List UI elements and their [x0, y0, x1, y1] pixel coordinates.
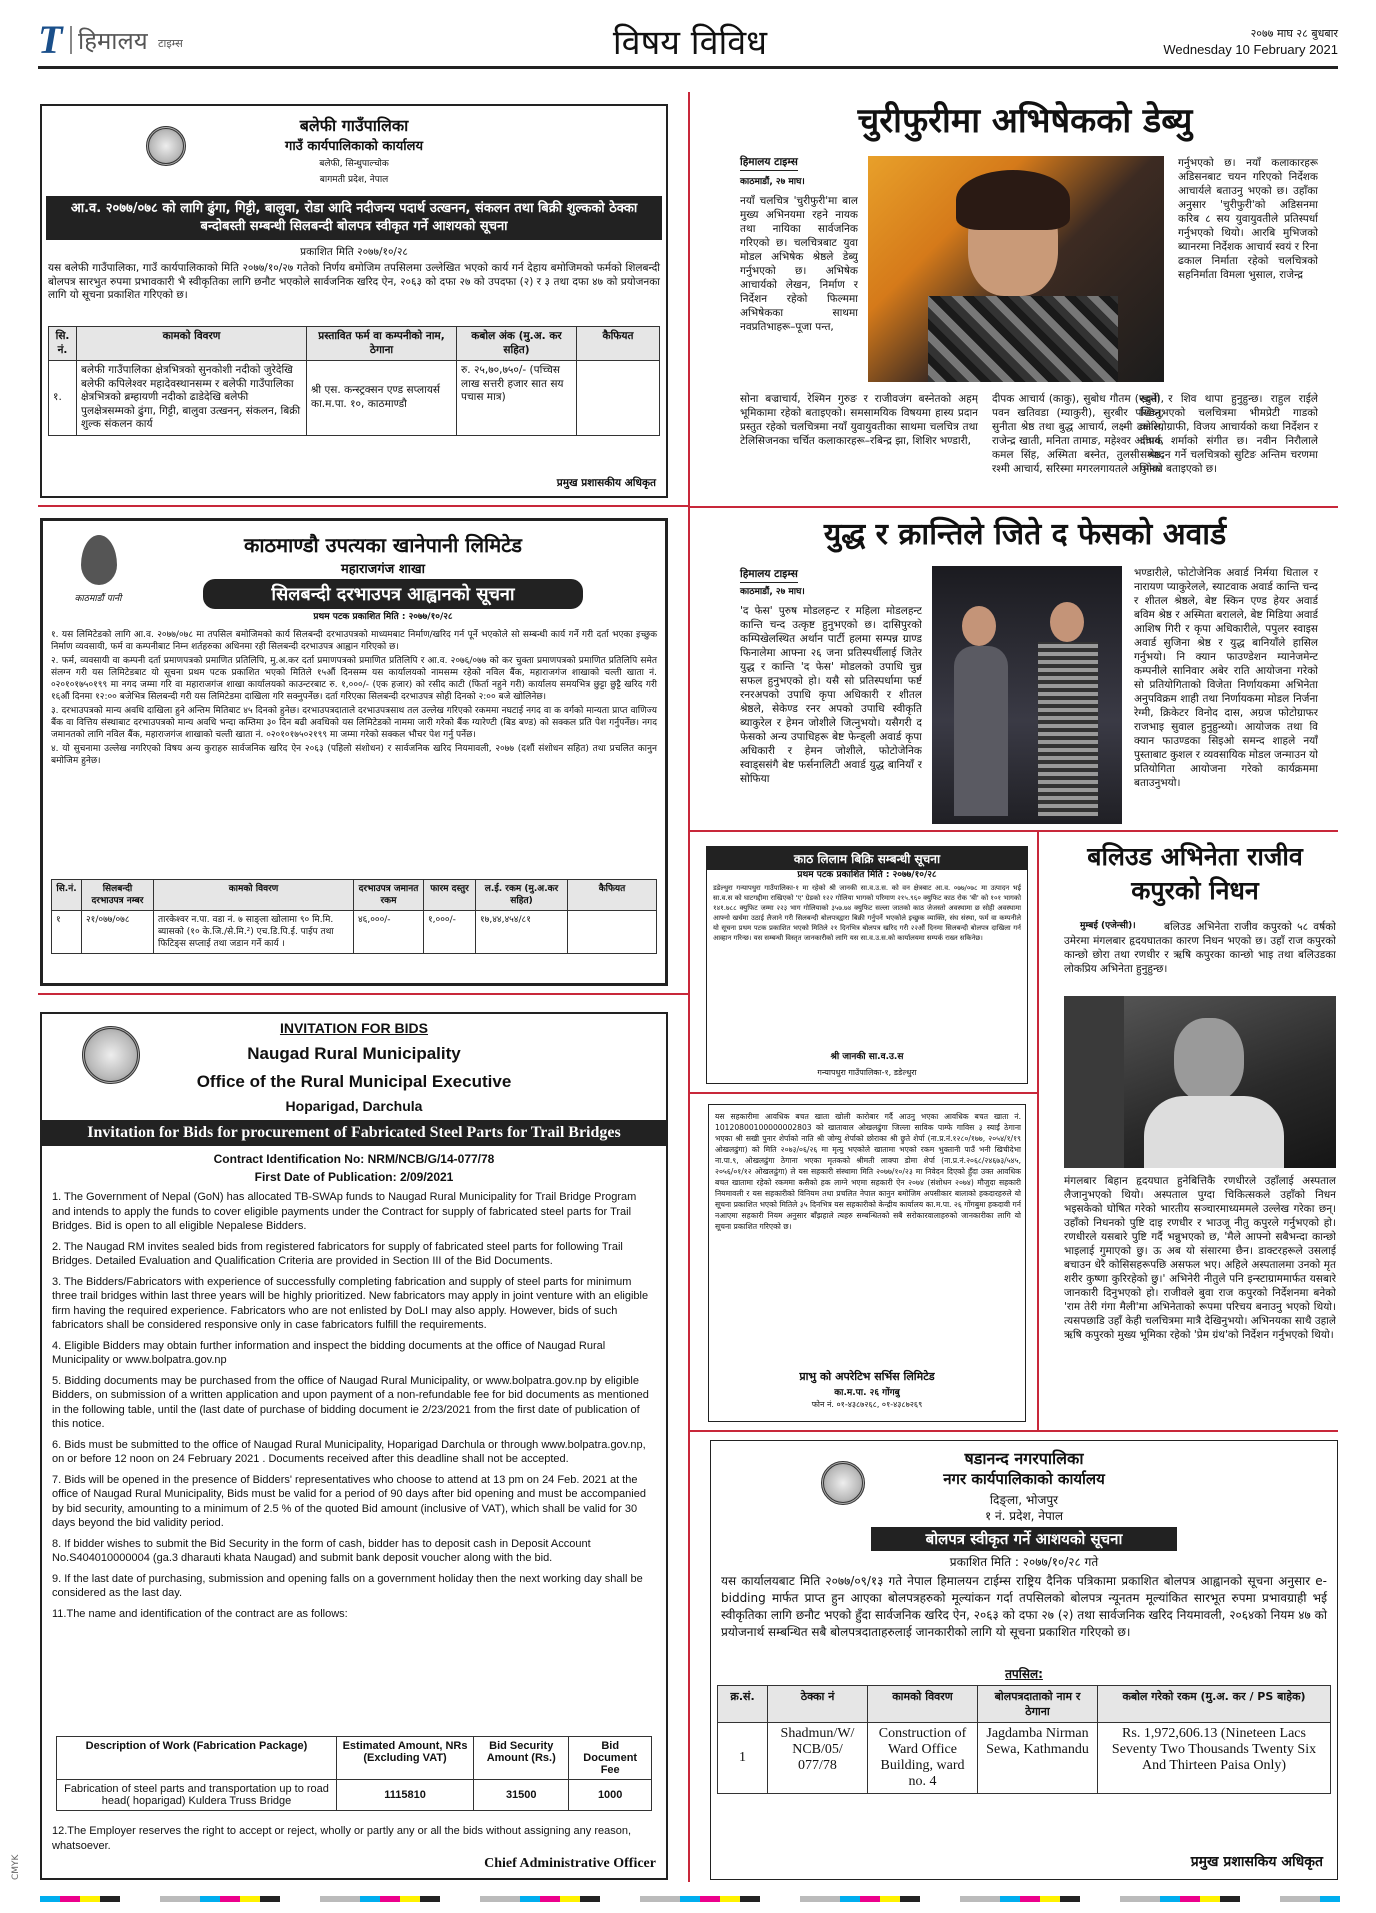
ad1-signature: प्रमुख प्रशासकीय अधिकृत: [556, 476, 656, 489]
table-header: कामको विवरण: [77, 327, 307, 361]
ad4-body: डडेल्धुरा गन्यापधुरा गाउँपालिका-१ मा रहेको श्री जानकी सा.व.उ.स. को वन क्षेत्रबाट आ.व. ०७७/०७८ मा उत्पादन भई सा.व.स को घाटगद्दीमा राखिएको 'ए' ग्रेडको १२२ गोलिया भागको परिमाण २१५.९६० क्युफिट काठ रोक 'बी' को १०१ भागको १४१.७८८ क्युफिट जम्मा २२३ भाग गोलियाको ३५७.७४ क्युफिट सल्ला जातको काठ जेजस्तो अवस्थामा छ सोही अवस्थामा आफ्नो खर्चमा उठाई लैजाने गरी सिलबन्दी बोलपत्रद्वारा बिक्री गर्नुपर्ने भएकोले इच्छुक व्याक्ति, संघ संस्था, फर्म वा कम्पनीले यो सूचना प्रथम पटक प्रकाशित भएको मितिले २१ दिनभित्र बोलपत्र खरिद गरी २२औं दिनमा सिलबन्दी बोलपत्र दाखिला गर्न आव्हान गरिन्छ। यस सम्बन्धी विस्तृत जानकारीको लागि यस सा.व.उ.स.को कार्यालयमा सम्पर्क राख्न सकिनेछ।: [713, 884, 1021, 942]
ad3-items: [52, 1190, 656, 1627]
logo-divider: [70, 26, 72, 54]
table-cell: तारकेश्वर न.पा. वडा नं. ७ साङ्ला खोलामा ९० मि.मि. ब्यासको (१० के.जि./से.मि.²) एच.डि.पि.ई. पाईप तथा फिटिङ्स सप्लाई तथा जडान गर्ने कार्य ।: [154, 911, 354, 954]
table-header: Bid Security Amount (Rs.): [474, 1737, 569, 1780]
story2-source: हिमालय टाइम्स: [740, 568, 798, 583]
table-header: Estimated Amount, NRs (Excluding VAT): [337, 1737, 474, 1780]
ad3-item: 2. The Naugad RM invites sealed bids from registered fabricators for supply of fabricated steel parts for following Trail Bridges. Detailed Evaluation and Qualification Criteria are provided in Section III of the Bid Documents.: [52, 1240, 623, 1267]
ad2-item: ४. यो सुचनामा उल्लेख नगरिएको विषय अन्य कुराहरु सार्वजनिक खरिद ऐन २०६३ (पहिलो संशोधन) र सार्वजनिक खरिद नियमावली, २०७७ (दशौं संशोधन सहित) तथा प्रचलित कानुन बमोजिम हुनेछ।: [51, 744, 657, 766]
ad3-table: [56, 1736, 652, 1811]
story3-headline: बलिउड अभिनेता राजीव कपुरको निधन: [1087, 842, 1303, 905]
ad3-item: 6. Bids must be submitted to the office of Naugad Rural Municipality, Hoparigad Darchula or through www.bolpatra.gov.np, on or before 12 noon on 24 February 2021 . Documents received after this deadline shall not be accepted.: [52, 1438, 646, 1465]
ad1-headline: आ.व. २०७७/०७८ को लागि ढुंगा, गिट्टी, बालुवा, रोडा आदि नदीजन्य पदार्थ उत्खनन, संकलन तथा बिक्री शुल्कको ठेक्का बन्दोबस्ती सम्बन्धी सिलबन्दी बोलपत्र स्वीकृत गर्ने आशयको सूचना: [46, 196, 662, 240]
ad1-addr2: बागमती प्रदेश, नेपाल: [319, 175, 389, 185]
ad1-org: बलेफी गाउँपालिका: [299, 116, 409, 135]
ad2-notice: सिलबन्दी दरभाउपत्र आह्वानको सूचना: [203, 579, 583, 609]
table-cell: [577, 361, 660, 436]
ad3-title: INVITATION FOR BIDS: [279, 1020, 429, 1036]
ad2-table: [51, 879, 657, 954]
table-header: सि.नं.: [52, 880, 82, 911]
ad1-pubdate: प्रकाशित मिति २०७७/१०/२८: [300, 246, 408, 258]
photo-abhishek: [868, 156, 1164, 382]
story1-headline: चुरीफुरीमा अभिषेकको डेब्यु: [857, 101, 1193, 141]
section-title: विषय विविध: [612, 23, 768, 63]
story1-col1: नयाँ चलचित्र 'चुरीफुरी'मा बाल मुख्य अभिनयमा रहने नायक तथा नायिका सार्वजनिक गरिएको छ। चलचित्रबाट युवा मोडल अभिषेक श्रेष्ठले डेब्यु गर्नुभएको छ। अभिषेक आचार्यको लेखन, निर्माण र निर्देशन रहेको फिल्ममा अभिषेकका साथमा नवप्रतिभाहरू–पूजा पन्त,: [740, 195, 858, 333]
ad6-addr2: १ नं. प्रदेश, नेपाल: [984, 1509, 1064, 1523]
color-registration-bar: [40, 1896, 1340, 1902]
ad3-item: 4. Eligible Bidders may obtain further information and inspect the bidding documents at the office of Naugad Rural Municipality or www.bolpatra.gov.np: [52, 1339, 606, 1366]
story1-dateline: काठमाडौं, २७ माघ।: [740, 177, 805, 187]
table-cell: २१/०७७/०७८: [82, 911, 154, 954]
story1-col3: गर्नुभएको छ। नयाँ कलाकारहरू अडिसनबाट चयन गरिएको निर्देशक आचार्यले बताउनु भएको छ। उहाँका अनुसार 'चुरीफुरी'को अडिसनमा करिब ८ सय युवायुवतीले प्रतिस्पर्धा गर्नुभएको थियो। आरबि मुभिजको ब्यानरमा निर्देशक आचार्य स्वयं र रिना ढकाल निर्माता रहेको चलचित्रको सहनिर्माता विमला भुसाल, राजेन्द्र: [1178, 157, 1318, 281]
story3-lede: बलिउड अभिनेता राजीव कपुरको ५८ वर्षको उमेरमा मंगलबार हृदयघातका कारण निधन भएको छ। उहाँ राज कपुरको कान्छो छोरा तथा रणधीर र ऋषि कपुरका कान्छो भाइ तथा बलिउडका लोकप्रिय अभिनेता हुनुहुन्छ।: [1064, 921, 1336, 975]
table-header: दरभाउपत्र जमानत रकम: [354, 880, 424, 911]
kukl-logo-icon: [63, 535, 133, 625]
table-header: कबोल गरेको रकम (मु.अ. कर / PS बाहेक): [1098, 1686, 1331, 1723]
ad3-item: 8. If bidder wishes to submit the Bid Security in the form of cash, bidder has to deposit cash in Deposit Account No.S404010000004 (ga.3 dharauti khata Naugad) and submit bank deposit voucher along with the bid.: [52, 1537, 591, 1564]
ad6-tapsil: तपसिल:: [1005, 1667, 1043, 1681]
table-cell: Rs. 1,972,606.13 (Nineteen Lacs Seventy Two Thousands Twenty Six And Thirteen Paisa Only): [1098, 1723, 1331, 1794]
ad2-items: [51, 629, 657, 767]
ad3-contract: Contract Identification No: NRM/NCB/G/14-077/78: [213, 1152, 495, 1166]
row-rule: [38, 505, 688, 507]
table-header: Bid Document Fee: [569, 1737, 652, 1780]
table-header: प्रस्तावित फर्म वा कम्पनीको नाम, ठेगाना: [307, 327, 457, 361]
story2-headline: युद्ध र क्रान्तिले जिते द फेसको अवार्ड: [823, 517, 1227, 552]
ad3-item: 3. The Bidders/Fabricators with experience of successfully completing fabrication and supply of steel parts for minimum three trail bridges within last three years will be highly prioritized. New fabricators may apply in joint venture with an eligible firm having the required experience. Fabricators who are not enlisted by DoLI may also apply. However, bids of such fabricators shall be considered responsive only in case fabricators fulfill the requirements.: [52, 1275, 649, 1331]
table-header: फारम दस्तुर: [424, 880, 476, 911]
ad3-org: Naugad Rural Municipality: [247, 1044, 461, 1063]
table-header: सि. नं.: [49, 327, 77, 361]
story3-body: मंगलबार बिहान हृदयघात हुनेबित्तिकै रणधीरले उहाँलाई अस्पताल लैजानुभएको थियो। अस्पताल पुग्दा चिकित्सकले उहाँको निधन भइसकेको घोषित गरेको भारतीय सञ्चारमाध्यममले उल्लेख गरेका छन्। उहाँको निधनको पुष्टि दाइ रणधीर र भाउजू नीतु कपुरले गर्नुभएको हो। रणधीरले यसबारे पुष्टि गर्दै भन्नुभएको छ, 'मैले आफ्नो सबैभन्दा कान्छो भाइलाई गुमाएको छु। ऊ अब यो संसारमा छैन। डाक्टरहरूले उसलाई बचाउन धेरै कोसिसहरूपछि असफल भए। अहिले अस्पतालमा उनको मृत शरीर कुष्णा कुरिरहेको छु।' अभिनेरी नीतुले पनि इन्स्टाग्राममार्फत यसबारे जानकारी दिनुभएको हो। राजीवले बुवा राज कपुरको निर्देशनमा बनेको 'राम तेरी गंगा मैली'मा अभिनेताको रूपमा परिचय बनाउनु भएको थियो। त्यसपछाडि उहाँ केही चलचित्रमा मात्रै देखिनुभयो। अभिनयका साथै उहाले ऋषि कपुरको मुख्य भूमिका रहेको 'प्रेम ग्रंथ'को निर्देशन गर्नुभएको थियो।: [1064, 1175, 1336, 1341]
ad-naugad-ifb: [40, 1012, 668, 1880]
ad2-pubdate: प्रथम पटक प्रकाशित मिति : २०७७/१०/२८: [313, 612, 453, 622]
ad5-phone: फोन नं. ०१-४३८७२६८, ०१-४३८७२६९: [811, 1400, 923, 1409]
table-cell: Shadmun/W/ NCB/05/ 077/78: [768, 1723, 868, 1794]
ad3-item: 5. Bidding documents may be purchased from the office of Naugad Rural Municipality, or www.bolpatra.gov.np by eligible Bidders, on submission of a written application and upon payment of a non-refundable fee for bid documents as mentioned in the following table, until the (last date of purchase of bidding document ie 2/23/2021 from the first date of publication of this notice.: [52, 1374, 649, 1430]
date-np: २०७७ माघ २८ बुधबार: [1250, 27, 1338, 40]
column-rule: [1037, 830, 1039, 1430]
ad6-addr1: दिङ्ला, भोजपुर: [989, 1493, 1059, 1507]
ad4-pubdate: प्रथम पटक प्रकाशित मिति : २०७७/१०/२८: [797, 870, 937, 880]
table-cell: १,०००/-: [424, 911, 476, 954]
row-rule: [688, 506, 1338, 508]
table-cell: Construction of Ward Office Building, ward no. 4: [868, 1723, 978, 1794]
photo-rajiv-kapoor: [1064, 996, 1336, 1168]
ad3-office: Office of the Rural Municipal Executive: [196, 1072, 512, 1091]
table-header: ठेक्का नं: [768, 1686, 868, 1723]
table-header: Description of Work (Fabrication Package): [57, 1737, 337, 1780]
ad4-title: काठ लिलाम बिक्रि सम्बन्धी सूचना: [707, 847, 1027, 870]
table-cell: १: [52, 911, 82, 954]
table-cell: [568, 911, 657, 954]
ad-shadanand: [710, 1440, 1338, 1880]
story-churifuri: [710, 96, 1340, 496]
table-cell: 1115810: [337, 1780, 474, 1811]
ad1-body: यस बलेफी गाउँपालिका, गाउँ कार्यपालिकाको मिति २०७७/१०/२७ गतेको निर्णय बमोजिम तपसिलमा उल्लेखित भएको कार्य गर्न देहाय बमोजिमको फर्मको शिलबन्दी बोलपत्र सारभुत रुपमा प्रभावकारी भै स्वीकृतिका लागि छनौट भएकोले सार्वजनिक खरिद ऐन, २०६३ को दफा २७ को उपदफा (२) र ३ तथा दफा ४७ को प्रयोजनका लागि यो सूचना प्रकाशित गरिएको छ।: [48, 262, 660, 301]
ad2-item: १. यस लिमिटेडको लागि आ.व. २०७७/०७८ मा तपसिल बमोजिमको कार्य सिलबन्दी दरभाउपत्रको माध्यमबाट निर्माण/खरिद गर्न पूर्ने भएकोले सो सम्बन्धी कार्य गर्ने गरी दर्ता भएका इच्छुक निर्माण व्यवसायी, फर्म वा कम्पनीबाट निम्न शर्तहरुका अधिनमा रही सिलबन्दी दरभाउपत्र आह्वान गरिएको छ।: [51, 630, 657, 652]
table-header: क्र.सं.: [718, 1686, 768, 1723]
ad-kukl: [40, 518, 668, 986]
masthead: [0, 0, 1376, 72]
masthead-rule: [38, 66, 1338, 69]
ad3-bar: Invitation for Bids for procurement of Fabricated Steel Parts for Trail Bridges: [42, 1120, 666, 1146]
story2-col2: भण्डारीले, फोटोजेनिक अवार्ड निर्मया धिताल र नारायण प्याकुरेलले, स्याटवाक अवार्ड कान्ति चन्द र शीतल श्रेष्ठले, बेष्ट स्किन एण्ड हेयर अवार्ड बविम श्रेष्ठ र अस्मिता बरालले, बेष्ट मिडिया अवार्ड आशिष गिरी र कृपा अधिकारीले, पपुलर स्वाइस अवार्ड सुजिना श्रेष्ठ र युद्ध बानियाँले हासिल गर्नुभयो। नि क्यान फाउण्डेशन म्यानेजमेन्ट कम्पनीले सानिवार अबेर राति आयोजना गरेको सो प्रतियोगिताको विजेता निर्णायकमा अभिनेता अनुपविक्रम शाही तथा निर्णायकमा मोडल निर्जना रेग्मी, क्रिकेटर विनोद दास, अग्रज फोटोग्राफर राजभाइ सुवाल हुनुहुन्थ्यो। आयोजक तथा वि क्यान फाउण्डका सिइओ समन्द शाहले नयाँ पुस्ताबाट कुशल र व्यवसायिक मोडल जन्माउन यो प्रतियोगिता आयोजना गरेको कार्यक्रममा बताउनुभयो।: [1134, 567, 1318, 789]
story1-col1b: सोना बज्राचार्य, रेश्मिन गुरुङ र राजीवजंग बस्नेतको अहम् भूमिकामा रहेको बताइएको। समसामयिक विषयमा हास्य प्रदान प्रस्तुत रहेको चलचित्रमा नयाँ युवायुवतीका साथमा चलचित्र तथा टेलिसिजनका चर्चित कलाकारहरू–रबिन्द्र झा, शिशिर भण्डारी,: [740, 393, 978, 447]
table-row: [52, 911, 657, 954]
ad3-item: 9. If the last date of purchasing, submission and opening falls on a government holiday then the next working day shall be considered as the last day.: [52, 1572, 643, 1599]
ad3-item12: 12.The Employer reserves the right to accept or reject, wholly or partly any or all the bids without assigning any reason, whatsoever.: [52, 1825, 632, 1852]
logo-mark: T: [38, 17, 63, 62]
table-cell: बलेफी गाउँपालिका क्षेत्रभित्रको सुनकोशी नदीको जुरेदेखि बलेफी कपिलेश्वर महादेवस्थानसम्म र बलेफी गाउँपालिका क्षेत्रभित्रको ब्रम्हायणी नदीको ढाडेदेखि बलेफी पुलक्षेत्रसम्मको ढुंगा, गिट्टी, बालुवा उत्खनन्, संकलन, बिक्री शुल्क संकलन कार्य: [77, 361, 307, 436]
ad2-org: काठमाण्डौ उपत्यका खानेपानी लिमिटेड: [244, 533, 522, 557]
ad-balephi: [40, 104, 668, 498]
logo-suffix: टाइम्स: [158, 37, 183, 50]
story3-dateline: मुम्बई (एजेन्सी)।: [1080, 921, 1136, 931]
ad1-office: गाउँ कार्यपालिकाको कार्यालय: [285, 139, 423, 154]
story1-source: हिमालय टाइम्स: [740, 156, 798, 171]
date-en: Wednesday 10 February 2021: [1163, 42, 1338, 57]
logo-name: हिमालय: [78, 27, 148, 55]
ad3-item: 1. The Government of Nepal (GoN) has allocated TB-SWAp funds to Naugad Rural Municipality for Trail Bridge Program and intends to apply the funds to cover eligible payments under the Contract for supply of fabricated steel parts for Trail Bridges. Bid is open to all eligible Nepalese Bidders.: [52, 1191, 637, 1232]
row-rule: [38, 993, 688, 995]
ad6-table: [717, 1685, 1331, 1794]
ad6-signature: प्रमुख प्रशासकिय अधिकृत: [1190, 1854, 1323, 1870]
table-header: कामको विवरण: [868, 1686, 978, 1723]
story1-col2: दीपक आचार्य (काकु), सुबोध गौतम (एदुमे), पवन खतिवडा (म्याकुरी), सुरबीर पण्डित, सुनीता श्रेष्ठ तथा बुद्ध आचार्य, लक्ष्मी ढकाल, राजेन्द्र खाती, मनिता तामाङ, महेश्वर आचार्य, कमल सिंह, अस्मिता बस्नेत, तुलसी श्रेष्ठ, रश्मी आचार्य, सरिस्मा मगरलगायतले अभिनय: [992, 393, 1164, 475]
ad4-signature: श्री जानकी सा.व.उ.स: [830, 1052, 904, 1062]
table-cell: रु. २५,७०,७५०/- (पच्चिस लाख सत्तरी हजार सात सय पचास मात्र): [457, 361, 577, 436]
table-row: [57, 1780, 652, 1811]
table-header: बोलपत्रदाताको नाम र ठेगाना: [978, 1686, 1098, 1723]
story-rajiv-kapoor: [1050, 840, 1340, 1426]
table-cell: 1000: [569, 1780, 652, 1811]
row-rule: [688, 830, 1338, 832]
ad-timber-auction: [706, 846, 1028, 1084]
table-cell: १७,४४,४५४/८१: [476, 911, 568, 954]
ad2-item: २. फर्म, व्यवसायी वा कम्पनी दर्ता प्रमाणपत्रको प्रमाणित प्रतिलिपि, मु.अ.कर दर्ता प्रमाणपत्रको प्रमाणित प्रतिलिपि र आ.व. २०७६/०७७ को कर चुक्ता प्रमाणपत्रको प्रमाणित प्रतिलिपि समेत संलग्न गरी यस लिमिटेडबाट यो सूचना प्रथम पटक प्रकाशित भएको मितिले १५औं दिनसम्म यस कार्यालयको नामसम्म रहेको नविल बैंक, महाराजगंज शाखाको चल्ती खाता नं. ०२०१०१७५०१९९ मा नगद जम्मा गरि वा महाराजगंज शाखा कार्यालयको काउन्टरबाट रु. १,०००/- (एक हजार) को रसीद काटी (फिर्ता नहुने गरी) कार्यालय समयभित्र छुट्टा छुट्टै खरिद गरी १६औं दिनमा १२:०० बजेभित्र सिलबन्दी गरी यस लिमिटेडमा दाखिला गरि सक्नुपर्नेछ। दर्ता गरिएका सिलबन्दी दरभाउपत्र सोही दिनको २:०० बजे खोलिनेछ।: [51, 656, 657, 702]
ad1-addr1: बलेफी, सिन्धुपाल्चोक: [319, 159, 389, 169]
ad-cooperative: [708, 1104, 1026, 1422]
ad6-bar: बोलपत्र स्वीकृत गर्ने आशयको सूचना: [871, 1527, 1177, 1551]
ad3-item: 7. Bids will be opened in the presence of Bidders' representatives who choose to attend at 13 pm on 24 Feb. 2021 at the office of Naugad Rural Municipality, Bids must be valid for a period of 90 days after bid opening and must be accompanied by bid security, amounting to a minimum of 2.5 % of the quoted Bid amount (inclusive of VAT), which shall be valid for 30 days beyond the bid validity period.: [52, 1473, 646, 1529]
ad3-signature: Chief Administrative Officer: [484, 1856, 656, 1871]
ad6-office: नगर कार्यपालिकाको कार्यालय: [943, 1470, 1105, 1488]
ad1-table: [48, 326, 660, 436]
ad5-org: प्राभु को अपरेटिभ सर्भिस लिमिटेड: [799, 1370, 935, 1383]
table-cell: 1: [718, 1723, 768, 1794]
story-the-face: [710, 512, 1340, 826]
table-cell: श्री एस. कन्स्ट्रक्सन एण्ड सप्लायर्स का.म.पा. १०, काठमाण्डौ: [307, 361, 457, 436]
ad2-branch: महाराजगंज शाखा: [340, 562, 426, 577]
ad5-addr: का.म.पा. २६ गोंगबु: [834, 1388, 900, 1398]
table-header: कबोल अंक (मु.अ. कर सहित): [457, 327, 577, 361]
ad3-place: Hoparigad, Darchula: [285, 1098, 423, 1114]
table-header: सिलबन्दी दरभाउपत्र नम्बर: [82, 880, 154, 911]
ad3-item: 11.The name and identification of the contract are as follows:: [52, 1607, 348, 1620]
table-header: ल.ई. रकम (मु.अ.कर सहित): [476, 880, 568, 911]
story1-col3b: खाती र शिव थापा हुनुहुन्छ। राहुल राईले खिच्नुभएको चलचित्रमा भीमप्रेटी गाडको कोरियोग्राफी, विजय आचार्यको कथा निर्देशन र दीपक शर्माको संगीत छ। नवीन निरौलाले सम्पादन गर्ने चलचित्रको सुटिङ अन्तिम चरणमा पुगेको बताइएको छ।: [1140, 393, 1318, 475]
ad2-item: ३. दरभाउपत्रको मान्य अवधि दाखिला हुने अन्तिम मितिबाट ४५ दिनको हुनेछ। दरभाउपत्रदाताले दरभाउपत्रसाथ तल उल्लेख गरिएको रकममा नघटाई नगद वा क वर्गको मान्यता प्राप्त वाणिज्य बैंक वा वित्तिय संस्थाबाट दरभाउपत्रको मान्य अवधि भन्दा कम्तिमा ३० दिन बढी अवधिको यस लिमिटेडको नाममा जारी गरेको बैंक ग्यारेण्टी (बिड बण्ड) को सक्कल प्रति पेश गर्नुपर्नेछ। नगद जमानतको लागि नविल बैंक, महाराजगंज शाखाको चल्ती खाता नं. ०२०१०१७५०२१९९ मा जम्मा गरेको सक्कल भौचर पेश गर्नु पर्नेछ।: [51, 706, 657, 740]
table-header: कामको विवरण: [154, 880, 354, 911]
table-cell: १.: [49, 361, 77, 436]
logo: [38, 17, 208, 62]
ad4-signature-place: गन्यापधुरा गाउँपालिका-१, डडेल्धुरा: [817, 1068, 917, 1077]
ad5-body: यस सहकारीमा आवधिक बचत खाता खोली कारोबार गर्दै आउनु भएका आवधिक बचत खाता नं. 10120800100000002803 को खातावाल ओखलढुंगा जिल्ला साविक पाम्फे गाविस ३ स्याईं ठेगाना भएका श्री सखी पुनार शेर्पाको नाति श्री जोग्यु शेर्पाको छोराका श्री छ्रुते शेर्पा (ना.प्र.नं.१२८०/१७७, २०५४/१/१९ ओखलढुंगा) को मिति २०७३/०६/२६ मा मृत्यु भएकोले खातामा भएको रकम भुक्तानी पाउँ भनी खिचीदेभा ना.पा.९, ओखलढुंगा ठेगाना भएका मृतकको श्रीमती लाक्पा डोमा शेर्पा (ना.प्र.नं.२०६८/२४६७३/५४५, २०५६/०१/१२ ओखलढुंगा) ले यस सहकारी संस्थामा मिति २०७७/१०/२३ मा निवेदन दिएको हुँदा उक्त आवधिक बचत खातामा रहेको रकममा कसैको हक लाग्ने भएमा सहकारी ऐन २०७४ (संशोधन २०७४) मौजुदा सहकारी नियमावली र यस सहकारीको विनियम तथा प्रचलित नेपाल कानुन बमोजिम अपसीकार बालाको हकदारहरुले यो सूचना प्रकाशित भएको मितिले ३५ दिनभित्र यस सहकारीको केन्द्रीय कार्यालय का.म.पा. २६ गोंगबुमा हकदावी गर्न नआएमा सहकारी नियम अनुसार बाँझहाले त्यहरु सम्बन्धितको सबै सरोकारवालाहरुको जानकारीका लागि यो सूचना प्रकाशित गरिएको छ।: [715, 1112, 1021, 1231]
photo-the-face-winners: [932, 566, 1122, 824]
story2-dateline: काठमाडौं, २७ माघ।: [740, 587, 805, 597]
table-header: कैफियत: [568, 880, 657, 911]
ad6-body: यस कार्यालयबाट मिति २०७७/०९/१३ गते नेपाल हिमालयन टाईम्स राष्ट्रिय दैनिक पत्रिकामा प्रकाशित बोलपत्र आह्वानको सूचना अनुसार e-bidding मार्फत प्राप्त हुन आएका बोलपत्रहरुको मूल्यांकन गर्दा तपसिलको बोलपत्र न्यूनतम मूल्यांकित सारभूत रुपमा प्रभावग्राही भई स्वीकृतिका लागि छनौट भएको हुँदा सार्वजनिक खरिद ऐन, २०६३ को दफा २७ (२) तथा सार्वजनिक खरिद नियमावली, २०६४को नियम ४७ को प्रयोजनार्थ सम्बन्धित सबै बोलपत्रदाताहरुलाई जानकारीको लागि यो सूचना प्रकाशित गरिएको छ।: [721, 1574, 1327, 1639]
table-cell: Jagdamba Nirman Sewa, Kathmandu: [978, 1723, 1098, 1794]
table-cell: 31500: [474, 1780, 569, 1811]
row-rule: [688, 1430, 1338, 1432]
kukl-logo-text: काठमाडौं पानी: [74, 594, 122, 604]
table-header: कैफियत: [577, 327, 660, 361]
table-cell: Fabrication of steel parts and transportation up to road head( hoparigad) Kuldera Truss Bridge: [57, 1780, 337, 1811]
story2-col1: 'द फेस' पुरुष मोडलहन्ट र महिला मोडलहन्ट कान्ति चन्द उत्कृष्ट हुनुभएको छ। दासिपुरको कम्पिखेलस्थित अर्थान पार्टी हलमा सम्पन्न ग्राण्ड फिनालेमा आफ्ना २६ जना प्रतिस्पर्धीलाई जितेर युद्ध र कान्ति 'द फेस' मोडलको उपाधि चुन्न सफल हुनुभएको हो। यसै सो प्रतिस्पर्धामा फर्ष्ट रनरअपको उपाधि कृपा अधिकारी र शीतल श्रेष्ठले, सेकेण्ड रनर अपको उपाधि स्वीकृति ब्याकुरेल र हेमन जोशीले जित्नुभयो। यसैगरी द फेसको अन्य उपाधिहरू बेष्ट फेन्ड्ली अवार्ड कृपा अधिकारी र हेमन जोशीले, फोटोजेनिक स्वाड्ससंगै बेष्ट फर्सनालिटी अवार्ड युद्ध बानियाँ र सोफिया: [740, 605, 922, 785]
table-row: [718, 1723, 1331, 1794]
ad6-org: षडानन्द नगरपालिका: [964, 1449, 1084, 1468]
table-cell: ४६,०००/-: [354, 911, 424, 954]
ad3-pubdate: First Date of Publication: 2/09/2021: [254, 1170, 454, 1184]
ad6-pubdate: प्रकाशित मिति : २०७७/१०/२८ गते: [949, 1555, 1099, 1569]
column-rule: [688, 92, 690, 1882]
table-row: [49, 361, 660, 436]
cmyk-mark: CMYK: [11, 1854, 21, 1880]
row-rule: [688, 1092, 1038, 1094]
